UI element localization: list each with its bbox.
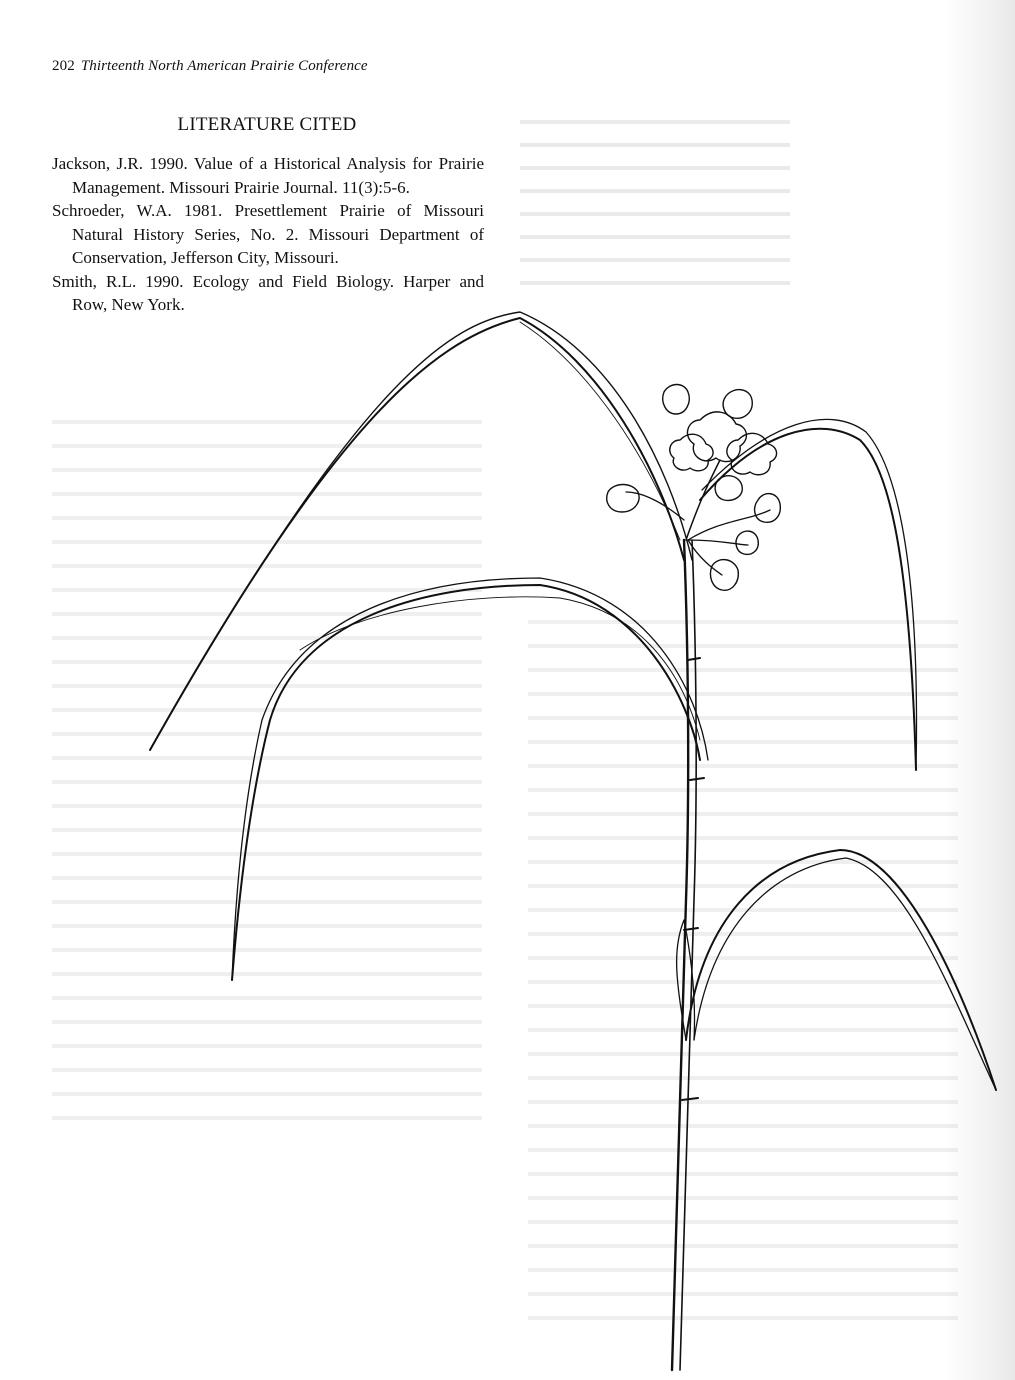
reference-list: [52, 152, 484, 317]
show-through-text: [52, 420, 482, 1140]
show-through-text: [528, 620, 958, 1340]
reference-item: Jackson, J.R. 1990. Value of a Historical Analysis for Prairie Management. Missouri Prairie Journal. 11(3):5-6.: [52, 154, 484, 197]
running-title: Thirteenth North American Prairie Conference: [80, 58, 368, 74]
running-header: [52, 58, 368, 75]
section-title: LITERATURE CITED: [177, 114, 357, 135]
reference-item: Schroeder, W.A. 1981. Presettlement Prairie of Missouri Natural History Series, No. 2. Missouri Department of Conservation, Jefferson City, Missouri.: [52, 201, 484, 267]
reference-item: Smith, R.L. 1990. Ecology and Field Biology. Harper and Row, New York.: [52, 271, 484, 314]
page-number: 202: [52, 58, 75, 74]
show-through-text: [520, 120, 790, 304]
